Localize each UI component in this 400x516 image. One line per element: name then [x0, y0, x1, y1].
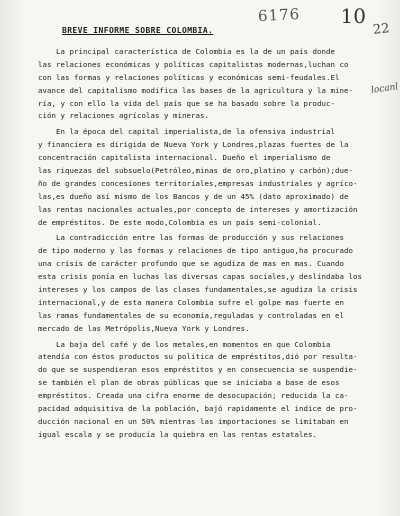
text-line: de empréstitos. De este modo,Colombia es un país semi-colonial. — [38, 217, 322, 227]
text-line: las rentas nacionales actuales,por concepto de intereses y amortización — [38, 204, 358, 214]
text-line: de tipo moderno y las formas y relaciones de tipo antiguo,ha procurado — [38, 246, 353, 256]
document-body — [38, 46, 378, 442]
text-line: las riquezas del subsuelo(Petróleo,minas de oro,platino y carbón);due- — [38, 166, 353, 176]
text-line: ría, y con ello la vida del país que se ha basado sobre la produc- — [38, 98, 335, 108]
paragraph-4 — [38, 339, 378, 442]
text-line: ción y relaciones agrícolas y mineras. — [38, 111, 209, 121]
text-line: La contradicción entre las formas de producción y sus relaciones — [56, 233, 344, 243]
text-line: concentración capitalista internacional. Dueño el imperialismo de — [38, 153, 331, 163]
text-line: empréstitos. Creada una cifra enorme de desocupación; reducida la ca- — [38, 391, 349, 401]
text-line: ducción nacional en un 50% mientras las importaciones se limitaban en — [38, 416, 349, 426]
text-line: mercado de las Metrópolis,Nueva York y Londres. — [38, 323, 250, 333]
text-line: se también el plan de obras públicas que se iniciaba a base de esos — [38, 378, 340, 388]
text-line: do que se suspendieran esos empréstitos y en consecuencia se suspendie- — [38, 365, 358, 375]
text-line: pacidad adquisitiva de la población, bajó rapidamente el indice de pro- — [38, 404, 358, 414]
paragraph-2 — [38, 126, 378, 229]
paragraph-3 — [38, 232, 378, 335]
text-line: avance del capitalismo modifica las bases de la agricultura y la mine- — [38, 85, 353, 95]
text-line: La baja del café y de los metales,en momentos en que Colombia — [56, 339, 331, 349]
text-line: intereses y los campos de las clases fundamentales,se agudiza la crisis — [38, 285, 358, 295]
text-line: atendía con éstos productos su política de empréstitos,dió por resulta- — [38, 352, 358, 362]
text-line: las ramas fundamentales de su economía,reguladas y controladas en el — [38, 310, 344, 320]
text-line: las relaciones económicas y políticas capitalistas modernas,luchan co — [38, 59, 349, 69]
text-line: las,es dueño así mismo de los Bancos y de un 45% (dato aproximado) de — [38, 191, 349, 201]
paragraph-1 — [38, 46, 378, 123]
text-line: esta crisis ponía en luchas las diversas capas sociales,y deslindaba los — [38, 272, 362, 282]
text-line: En la época del capital imperialista,de la ofensiva industrial — [56, 127, 335, 137]
archive-number: 6176 — [257, 4, 301, 26]
margin-note: locanl — [370, 82, 399, 96]
page-number: 10 — [340, 4, 366, 28]
text-line: con las formas y relaciones políticas y económicas semi-feudales.El — [38, 72, 340, 82]
document-title: BREVE INFORME SOBRE COLOMBIA. — [62, 26, 214, 35]
page-sub-number: 22 — [372, 21, 391, 38]
text-line: una crisis de carácter profundo que se agudiza de mas en mas. Cuando — [38, 259, 344, 269]
text-line: igual escala y se producía la quiebra en las rentas estatales. — [38, 429, 317, 439]
text-line: ño de grandes concesiones territoriales,empresas industriales y agríco- — [38, 178, 358, 188]
text-line: y financiera es dirigida de Nueva York y Londres,plazas fuertes de la — [38, 140, 349, 150]
text-line: La principal característica de Colombia es la de un país donde — [56, 47, 335, 56]
text-line: internacional,y de esta manera Colombia sufre el golpe mas fuerte en — [38, 297, 344, 307]
